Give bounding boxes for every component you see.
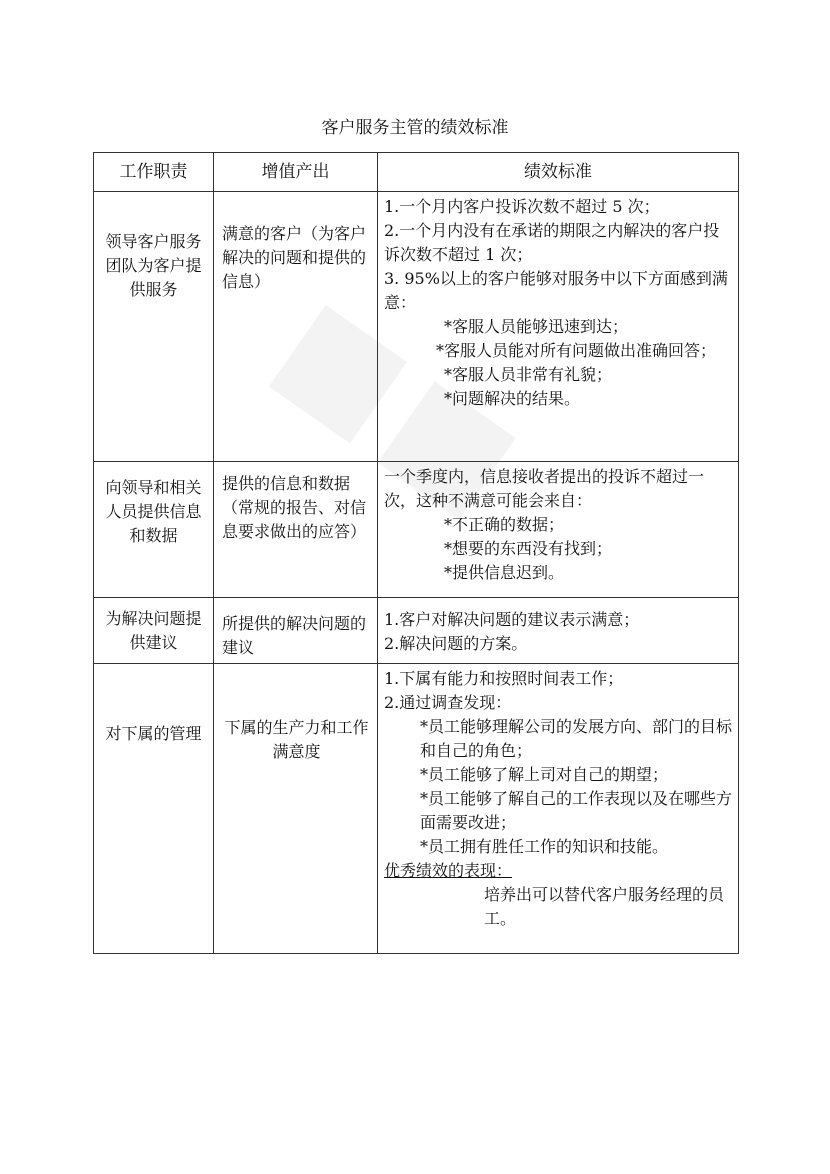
output-cell: 下属的生产力和工作满意度 (214, 664, 378, 954)
standard-line: *员工能够了解自己的工作表现以及在哪些方面需要改进； (420, 789, 733, 832)
standard-line: 3. 95%以上的客户能够对服务中以下方面感到满意： (384, 269, 728, 312)
duty-cell: 对下属的管理 (94, 664, 214, 954)
excellence-heading: 优秀绩效的表现： (384, 861, 513, 880)
standard-cell (378, 664, 739, 954)
standard-line: 2.一个月内没有在承诺的期限之内解决的客户投诉次数不超过 1 次； (384, 221, 720, 264)
standard-line: *客服人员能对所有问题做出准确回答； (436, 341, 717, 360)
output-cell: 所提供的解决问题的建议 (214, 598, 378, 664)
standard-line: 1.客户对解决问题的建议表示满意； (384, 610, 640, 629)
table-row (94, 192, 739, 462)
performance-standards-table (93, 152, 739, 954)
standard-line: *客服人员能够迅速到达； (444, 317, 629, 336)
standard-line: 1.下属有能力和按照时间表工作； (384, 669, 624, 688)
standard-cell (378, 462, 739, 598)
standard-line: *想要的东西没有找到； (444, 539, 613, 558)
duty-cell: 向领导和相关人员提供信息和数据 (94, 462, 214, 598)
standard-line: *员工能够了解上司对自己的期望； (420, 765, 669, 784)
standard-line: *提供信息迟到。 (444, 563, 565, 582)
table-row (94, 462, 739, 598)
standard-line: *员工拥有胜任工作的知识和技能。 (420, 837, 669, 856)
standard-line: *客服人员非常有礼貌； (444, 365, 613, 384)
standard-line: *员工能够理解公司的发展方向、部门的目标和自己的角色； (420, 717, 733, 760)
standard-line: 一个季度内，信息接收者提出的投诉不超过一次，这种不满意可能会来自： (384, 467, 705, 510)
table-row (94, 664, 739, 954)
standard-line: *问题解决的结果。 (444, 389, 581, 408)
standard-line: 1.一个月内客户投诉次数不超过 5 次； (384, 197, 660, 216)
standard-cell (378, 192, 739, 462)
standard-line: *不正确的数据； (444, 515, 565, 534)
header-duty: 工作职责 (94, 153, 214, 192)
standard-cell (378, 598, 739, 664)
standard-line: 2.解决问题的方案。 (384, 634, 528, 653)
header-standard: 绩效标准 (378, 153, 739, 192)
output-cell: 提供的信息和数据（常规的报告、对信息要求做出的应答） (214, 462, 378, 598)
standard-line: 2.通过调查发现： (384, 693, 512, 712)
standard-line: 培养出可以替代客户服务经理的员工。 (484, 885, 725, 928)
table-header-row (94, 153, 739, 192)
table-row (94, 598, 739, 664)
output-cell: 满意的客户（为客户解决的问题和提供的信息） (214, 192, 378, 462)
duty-cell: 为解决问题提供建议 (94, 598, 214, 664)
header-output: 增值产出 (214, 153, 378, 192)
duty-cell: 领导客户服务团队为客户提供服务 (94, 192, 214, 462)
document-title: 客户服务主管的绩效标准 (321, 118, 509, 138)
